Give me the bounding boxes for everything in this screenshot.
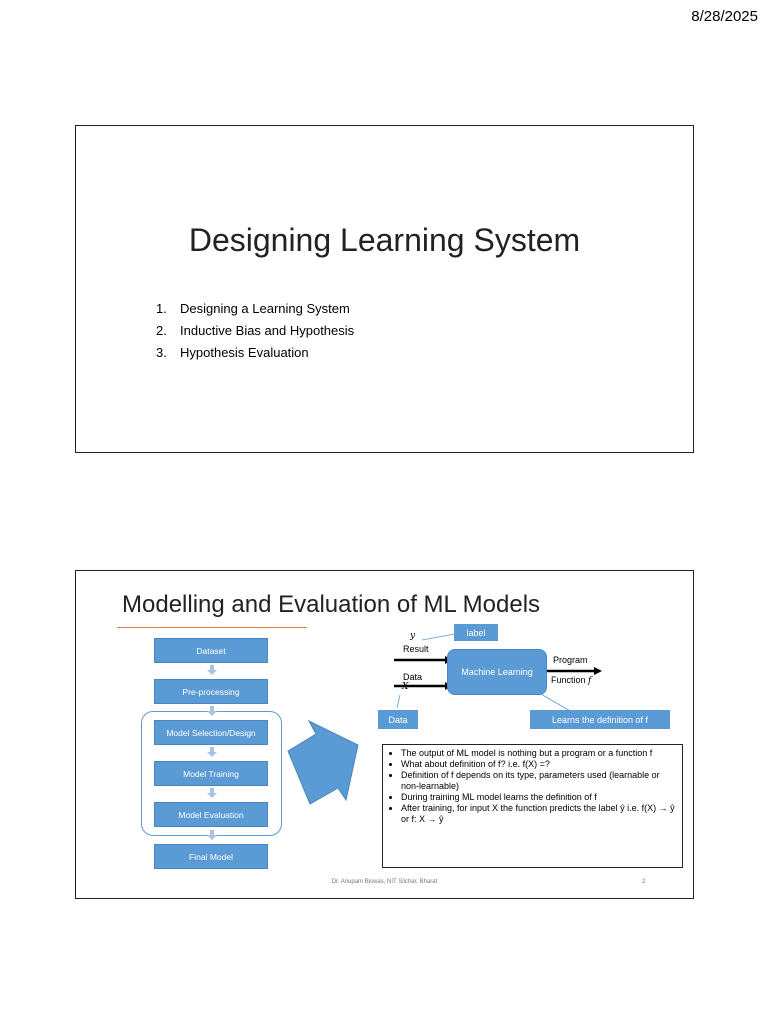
machine-learning-node: Machine Learning	[447, 649, 547, 695]
big-right-arrow-icon	[288, 721, 358, 804]
flow-step-dataset: Dataset	[154, 638, 268, 663]
learns-definition-box: Learns the definition of f	[530, 710, 670, 729]
program-label: Program	[553, 655, 588, 665]
slide-1-title: Designing Learning System	[188, 222, 581, 258]
flow-step-model-training: Model Training	[154, 761, 268, 786]
list-item: • The output of ML model is nothing but a program or a function f	[401, 748, 678, 759]
result-label: Result	[403, 644, 429, 654]
flow-step-model-selection: Model Selection/Design	[154, 720, 268, 745]
flow-step-final-model: Final Model	[154, 844, 268, 869]
flow-step-preprocessing: Pre-processing	[154, 679, 268, 704]
list-item: • During training ML model learns the definition of f	[401, 792, 678, 803]
y-symbol: y	[410, 631, 416, 641]
slide-1	[75, 125, 694, 453]
notes-box	[382, 744, 683, 868]
data-arrow-label: Data	[403, 672, 423, 682]
list-item: • Definition of f depends on its type, parameters used (learnable or non-learnable)	[401, 770, 678, 792]
list-item: 1. Designing a Learning System	[156, 301, 350, 316]
slide-2-title: Modelling and Evaluation of ML Models	[122, 591, 541, 618]
list-item: 3. Hypothesis Evaluation	[156, 345, 309, 360]
data-box: Data	[378, 710, 418, 729]
page-number: 2	[642, 879, 646, 885]
x-symbol: X	[402, 682, 409, 692]
list-item: • After training, for input X the function predicts the label ŷ i.e. f(X) → ŷ or f: X → ŷ	[401, 803, 678, 825]
function-label: Function f	[551, 675, 592, 686]
slide-2	[75, 570, 694, 899]
label-box: label	[454, 624, 498, 641]
flow-step-model-evaluation: Model Evaluation	[154, 802, 268, 827]
topic-list	[156, 298, 354, 364]
list-item: 2. Inductive Bias and Hypothesis	[156, 323, 355, 338]
list-item: • What about definition of f? i.e. f(X) =?	[401, 759, 678, 770]
slide-footer: Dr. Anupam Biswas, NIT Silchar, Bharat	[331, 879, 438, 885]
print-date: 8/28/2025	[691, 8, 758, 25]
